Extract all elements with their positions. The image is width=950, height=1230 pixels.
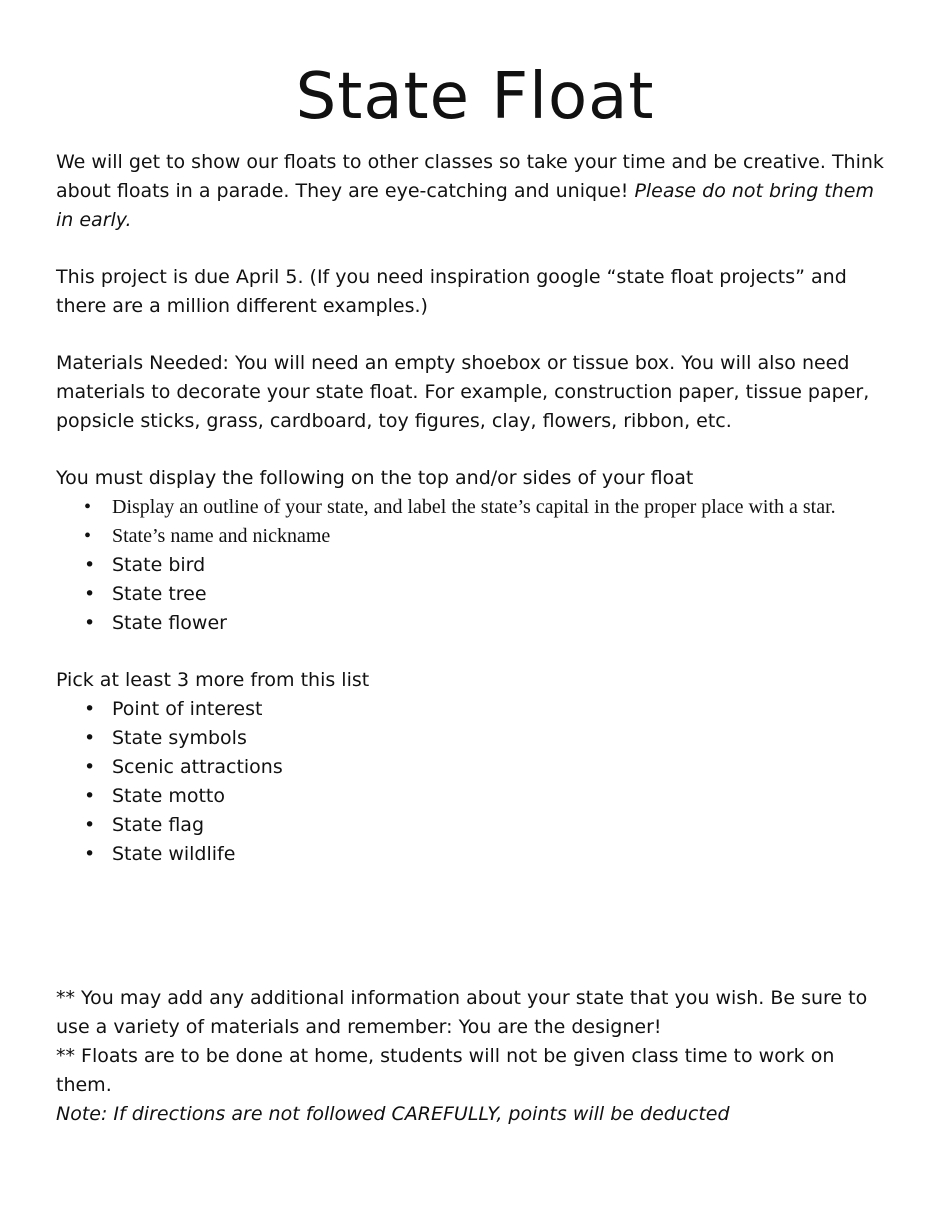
bullet-icon: • (84, 525, 92, 547)
optional-heading: Pick at least 3 more from this list (56, 669, 370, 691)
due-date-paragraph: This project is due April 5. (If you need inspiration google “state float projects” and there are a million different examples.) (56, 266, 847, 317)
list-item (84, 551, 894, 580)
materials-label: Materials Needed: (56, 352, 229, 374)
list-item (84, 753, 894, 782)
list-item (84, 580, 894, 609)
list-item-text: State bird (112, 554, 206, 576)
note-deduction-warning: Note: If directions are not followed CAREFULLY, points will be deducted (56, 1103, 730, 1125)
intro-paragraph (56, 148, 894, 235)
list-item-text: State symbols (112, 727, 247, 749)
note-additional-info: ** You may add any additional information about your state that you wish. Be sure to use a variety of materials and remember: You are the designer! (56, 987, 868, 1038)
list-item-text: State wildlife (112, 843, 236, 865)
required-heading: You must display the following on the top and/or sides of your float (56, 467, 694, 489)
list-item-text: Point of interest (112, 698, 263, 720)
bullet-icon: • (84, 814, 96, 836)
bullet-icon: • (84, 698, 96, 720)
list-item-text: Display an outline of your state, and label the state’s capital in the proper place with a star. (112, 496, 836, 518)
list-item (84, 840, 894, 869)
bullet-icon: • (84, 554, 96, 576)
bullet-icon: • (84, 785, 96, 807)
list-item-text: Scenic attractions (112, 756, 283, 778)
required-list (56, 493, 894, 638)
materials-text: You will need an empty shoebox or tissue box. You will also need materials to decorate your state float. For example, construction paper, tissue paper, popsicle sticks, grass, cardboard, toy figures, clay, flowers, ribbon, etc. (56, 352, 870, 432)
bullet-icon: • (84, 727, 96, 749)
optional-list (56, 695, 894, 869)
bullet-icon: • (84, 612, 96, 634)
list-item-text: State flower (112, 612, 227, 634)
note-home-work: ** Floats are to be done at home, students will not be given class time to work on them. (56, 1045, 835, 1096)
page-title: State Float (295, 60, 655, 134)
bullet-icon: • (84, 756, 96, 778)
list-item-text: State’s name and nickname (112, 525, 331, 547)
bullet-icon: • (84, 843, 96, 865)
list-item-text: State motto (112, 785, 225, 807)
list-item (84, 522, 894, 551)
blank-spacer (56, 869, 894, 984)
list-item-text: State flag (112, 814, 205, 836)
list-item (84, 493, 894, 522)
materials-paragraph (56, 349, 894, 436)
list-item (84, 609, 894, 638)
intro-italic-note: Please do not bring them in early. (56, 180, 874, 231)
list-item (84, 811, 894, 840)
list-item (84, 724, 894, 753)
list-item-text: State tree (112, 583, 207, 605)
bullet-icon: • (84, 496, 92, 518)
bullet-icon: • (84, 583, 96, 605)
list-item (84, 782, 894, 811)
list-item (84, 695, 894, 724)
intro-text: We will get to show our floats to other classes so take your time and be creative. Think about floats in a parade. They are eye-catching and unique! (56, 151, 884, 202)
